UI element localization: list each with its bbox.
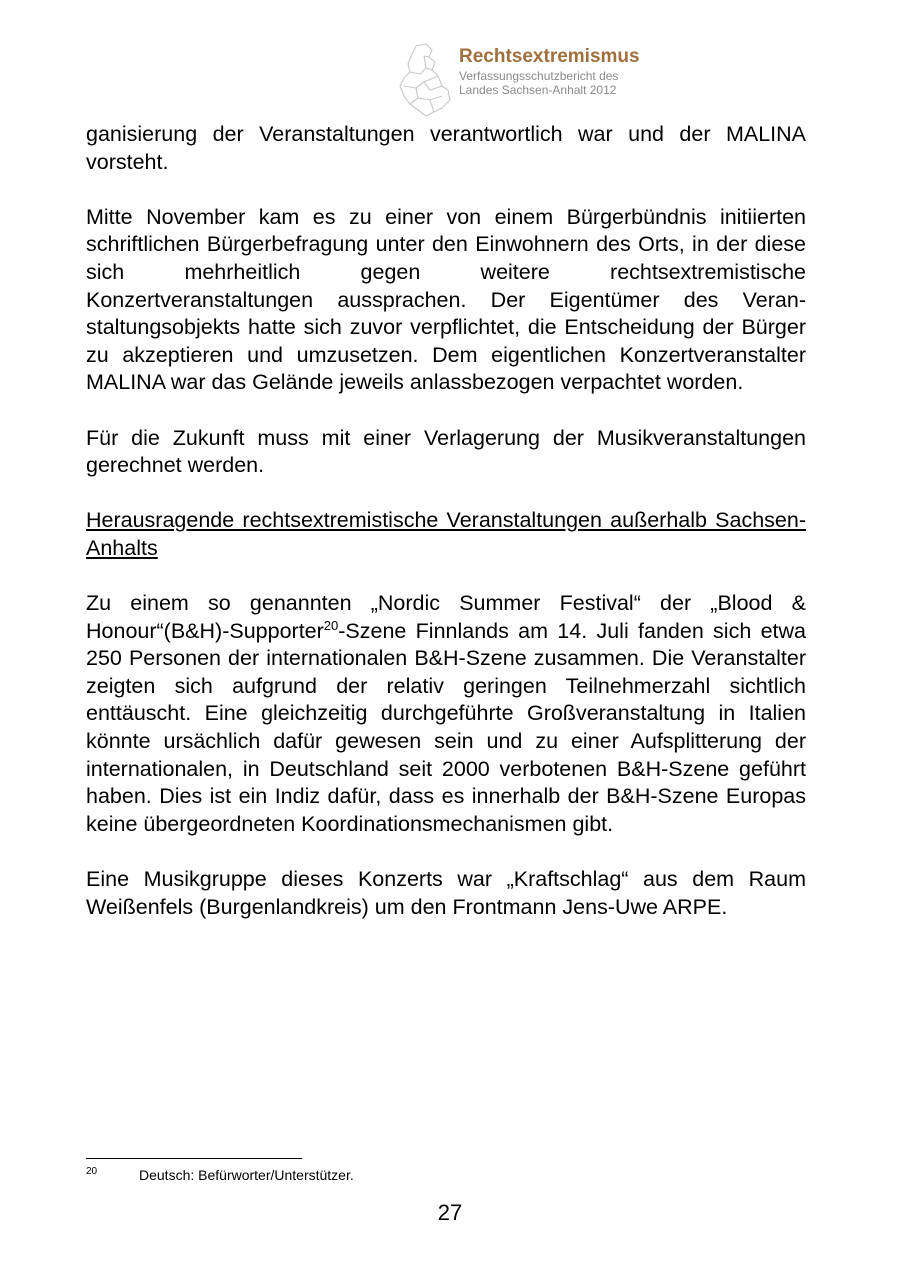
footnote-number: 20 [86,1166,98,1177]
page-number: 27 [437,1200,463,1225]
paragraph-1: ganisierung der Veranstaltungen verantwortlich war und der MALINA vorsteht. [86,122,806,174]
paragraph-2: Mitte November kam es zu einer von einem Bürgerbündnis initiierten schriftlichen Bürgerbefragung unter den Einwohnern des Orts, in der diese sich mehrheitlich gegen weitere rechtsextremistische Konzertveranstaltungen aussprachen. Der Eigentümer des Veranstaltungsobjekts hatte sich zuvor verpflichtet, die Entscheidung der Bürger zu akzeptieren und umzusetzen. Dem eigentlichen Konzertveranstalter MALINA war das Gelände jeweils anlassbezogen verpachtet worden. [86,204,806,395]
header-subtitle-line1: Verfassungsschutzbericht des [459,69,619,83]
page-header [396,42,696,118]
paragraph-4 [86,590,806,838]
section-heading: Herausragende rechtsextremistische Veranstaltungen außerhalb Sachsen-Anhalts [86,508,806,560]
header-title: Rechtsextremismus [459,46,640,67]
page-body [86,121,806,949]
footnote-reference[interactable]: 20 [323,617,339,633]
paragraph-3: Für die Zukunft muss mit einer Verlagerung der Musikveranstaltungen gerechnet werden. [86,425,806,478]
sachsen-anhalt-map-icon [396,42,462,118]
paragraph-4-part-2: -Szene Finnlands am 14. Juli fanden sich etwa 250 Personen der internationalen B&H-Szene zusammen. Die Veranstalter zeigten sich aufgrund der relativ geringen Teilnehmerzahl sichtlich enttäuscht. Eine gleichzeitig durchgeführte Großveranstaltung in Italien könnte ursächlich dafür gewesen sein und zu einer Aufsplitterung der internationalen, in Deutschland seit 2000 verbotenen B&H-Szene geführt haben. Dies ist ein Indiz dafür, dass es innerhalb der B&H-Szene Europas keine übergeordneten Koordinationsmechanismen gibt. [86,618,806,836]
paragraph-4-part-1: Zu einem so genannten „Nordic Summer Festival“ der „Blood & Honour“(B&H)-Supporter [86,591,806,643]
header-subtitle-line2: Landes Sachsen-Anhalt 2012 [459,83,617,97]
paragraph-5: Eine Musikgruppe dieses Konzerts war „Kraftschlag“ aus dem Raum Weißenfels (Burgenlandkreis) um den Frontmann Jens-Uwe ARPE. [86,867,806,919]
footnote-text: Deutsch: Befürworter/Unterstützer. [139,1167,354,1183]
footnote-divider [86,1158,302,1159]
